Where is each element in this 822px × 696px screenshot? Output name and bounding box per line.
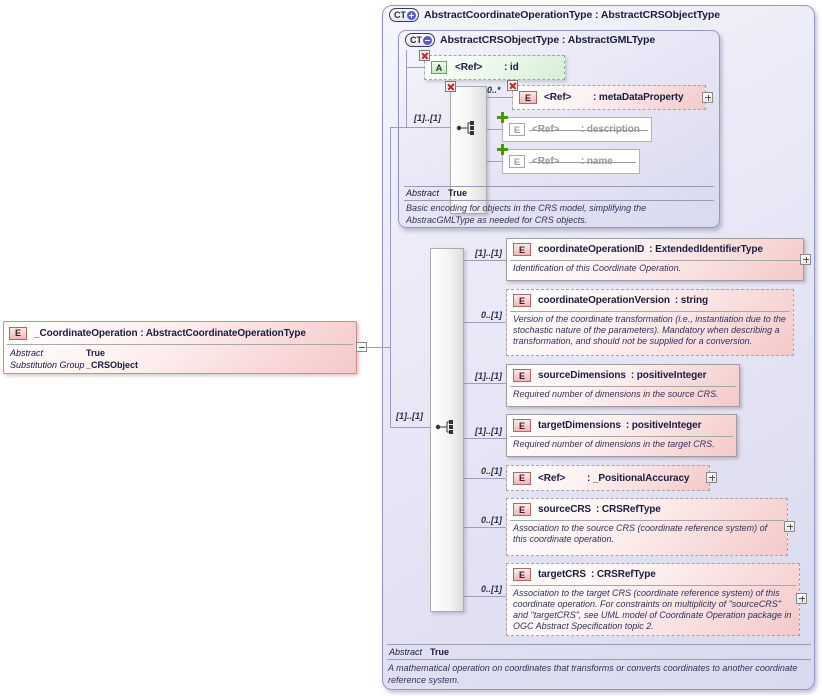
added-plus-icon bbox=[497, 112, 508, 123]
element-type: : ExtendedIdentifierType bbox=[649, 244, 763, 255]
element-box-name[interactable] bbox=[502, 149, 640, 174]
property-value: _CRSObject bbox=[86, 360, 139, 370]
element-title-row bbox=[507, 290, 793, 311]
connector-line bbox=[406, 67, 424, 68]
connector-line bbox=[464, 260, 506, 261]
sequence-icon bbox=[455, 120, 481, 136]
element-name: _CoordinateOperation : AbstractCoordinateOperationType bbox=[34, 327, 306, 339]
expand-plus-icon[interactable] bbox=[796, 593, 807, 604]
strikethrough-line bbox=[529, 130, 648, 131]
element-annotation: Required number of dimensions in the source CRS. bbox=[513, 389, 719, 399]
element-badge: E bbox=[513, 243, 531, 256]
abstract-value: True bbox=[448, 188, 468, 198]
element-badge: E bbox=[509, 123, 525, 136]
cardinality-label: 0..[1] bbox=[480, 584, 502, 594]
cardinality-label: [1]..[1] bbox=[414, 113, 441, 123]
divider bbox=[387, 659, 811, 660]
element-name: sourceCRS bbox=[538, 504, 592, 515]
connector-line bbox=[464, 527, 506, 528]
expand-plus-icon[interactable] bbox=[800, 254, 811, 265]
divider bbox=[7, 344, 353, 345]
abstract-label: Abstract bbox=[389, 647, 423, 657]
property-row bbox=[4, 359, 356, 371]
element-box-coordinateOperationID[interactable] bbox=[506, 238, 804, 281]
element-name: targetCRS bbox=[538, 569, 586, 580]
ct-badge-label: CT bbox=[394, 10, 406, 20]
connector-line bbox=[390, 127, 391, 428]
element-name: <Ref> bbox=[544, 92, 572, 103]
element-type: : CRSRefType bbox=[596, 504, 661, 515]
removed-x-icon bbox=[419, 50, 430, 61]
element-annotation: Association to the target CRS (coordinate reference system) of this coordinate operation. For constraints on multiplicity of "sourceCRS" and "targetCRS", see UML model of Coordinate Operation package in OGC Abstract Specification topic 2. bbox=[513, 588, 792, 632]
element-type: : positiveInteger bbox=[630, 370, 707, 381]
connector-line bbox=[464, 322, 506, 323]
element-type: : _PositionalAccuracy bbox=[587, 472, 690, 484]
divider bbox=[387, 644, 811, 645]
element-title-row bbox=[507, 239, 803, 260]
removed-x-icon bbox=[445, 81, 456, 92]
connector-line bbox=[390, 127, 450, 128]
element-badge: E bbox=[513, 369, 531, 382]
cardinality-label: 0..[1] bbox=[480, 310, 502, 320]
outer-header bbox=[389, 8, 720, 22]
expand-plus-icon[interactable] bbox=[706, 472, 717, 483]
type-annotation: Basic encoding for objects in the CRS model, simplifying the AbstracGMLType as needed for CRS objects. bbox=[406, 203, 647, 225]
element-type: : metaDataProperty bbox=[593, 92, 684, 103]
element-annotation: Required number of dimensions in the target CRS. bbox=[513, 439, 715, 449]
element-badge: E bbox=[513, 419, 531, 432]
connector-line bbox=[367, 347, 390, 348]
element-name: coordinateOperationID bbox=[538, 244, 645, 255]
divider bbox=[404, 186, 714, 187]
connector-line bbox=[406, 50, 407, 128]
element-box-coordinateOperationVersion[interactable] bbox=[506, 289, 794, 356]
element-name: targetDimensions bbox=[538, 420, 621, 431]
element-type: : positiveInteger bbox=[625, 420, 702, 431]
expand-plus-icon[interactable] bbox=[702, 92, 713, 103]
connector-line bbox=[464, 383, 506, 384]
element-box-sourceDimensions[interactable] bbox=[506, 364, 740, 407]
abstract-label: Abstract bbox=[406, 188, 440, 198]
element-box-positional-accuracy-ref[interactable] bbox=[506, 465, 710, 491]
attribute-box-id[interactable] bbox=[424, 55, 565, 80]
element-name: <Ref> bbox=[538, 472, 566, 484]
element-box-metaDataProperty[interactable] bbox=[512, 85, 706, 110]
basetype-collapse-toggle[interactable] bbox=[405, 33, 435, 47]
added-plus-icon bbox=[497, 144, 508, 155]
cardinality-label: 0..[1] bbox=[480, 466, 502, 476]
removed-x-icon bbox=[507, 80, 518, 91]
property-label: Substitution Group bbox=[10, 360, 85, 370]
cardinality-label: [1]..[1] bbox=[475, 248, 502, 258]
element-badge: E bbox=[509, 155, 525, 168]
element-box-targetCRS[interactable] bbox=[506, 563, 800, 636]
connector-line bbox=[487, 161, 502, 162]
element-badge: E bbox=[513, 503, 531, 516]
element-annotation: Association to the source CRS (coordinate reference system) of this coordinate operation. bbox=[513, 523, 768, 545]
connector-line bbox=[464, 596, 506, 597]
element-title-row bbox=[4, 322, 356, 344]
sequence-icon bbox=[434, 419, 460, 435]
connector-line bbox=[390, 427, 430, 428]
attribute-badge: A bbox=[431, 61, 447, 74]
connector-line bbox=[487, 129, 502, 130]
element-badge: E bbox=[513, 472, 531, 485]
divider bbox=[404, 200, 714, 201]
cardinality-label: [1]..[1] bbox=[475, 426, 502, 436]
element-title-row bbox=[507, 365, 739, 386]
element-badge: E bbox=[513, 294, 531, 307]
element-title-row bbox=[507, 499, 787, 520]
collapse-minus-icon bbox=[423, 36, 432, 45]
element-annotation: Identification of this Coordinate Operation. bbox=[513, 263, 682, 273]
element-title-row bbox=[507, 564, 799, 585]
element-box-coordinate-operation[interactable] bbox=[3, 321, 357, 374]
abstract-value: True bbox=[430, 647, 450, 657]
collapse-minus-icon[interactable] bbox=[356, 342, 367, 352]
property-row bbox=[4, 347, 356, 359]
connector-line bbox=[464, 438, 506, 439]
outer-type-title: AbstractCoordinateOperationType : AbstractCRSObjectType bbox=[424, 9, 720, 21]
complextype-collapse-toggle[interactable] bbox=[389, 8, 419, 22]
property-label: Abstract bbox=[10, 348, 44, 358]
ct-badge-label: CT bbox=[410, 35, 422, 45]
element-badge: E bbox=[519, 91, 537, 104]
expand-plus-icon bbox=[407, 11, 416, 20]
strikethrough-line bbox=[529, 162, 636, 163]
type-annotation: A mathematical operation on coordinates that transforms or converts coordinates to another coordinate reference system. bbox=[388, 663, 798, 685]
element-type: : string bbox=[674, 295, 708, 306]
element-name: coordinateOperationVersion bbox=[538, 295, 670, 306]
expand-plus-icon[interactable] bbox=[784, 521, 795, 532]
attribute-type: : id bbox=[504, 62, 519, 73]
element-badge: E bbox=[9, 327, 27, 340]
cardinality-label: [1]..[1] bbox=[475, 371, 502, 381]
connector-line bbox=[487, 97, 512, 98]
inner-header bbox=[405, 33, 655, 47]
element-annotation: Version of the coordinate transformation (i.e., instantiation due to the stochastic nature of the parameters). Mandatory when describing a transformation, and should not be supplied for a conversion. bbox=[513, 314, 786, 347]
element-box-sourceCRS[interactable] bbox=[506, 498, 788, 556]
attribute-name: <Ref> bbox=[455, 62, 483, 73]
element-title-row bbox=[507, 415, 736, 436]
element-box-targetDimensions[interactable] bbox=[506, 414, 737, 457]
property-value: True bbox=[86, 348, 106, 358]
connector-line bbox=[464, 478, 506, 479]
cardinality-label: 0..* bbox=[487, 85, 501, 95]
cardinality-label: [1]..[1] bbox=[396, 411, 423, 421]
cardinality-label: 0..[1] bbox=[480, 515, 502, 525]
element-type: : CRSRefType bbox=[591, 569, 656, 580]
inner-type-title: AbstractCRSObjectType : AbstractGMLType bbox=[440, 34, 656, 46]
element-badge: E bbox=[513, 568, 531, 581]
element-name: sourceDimensions bbox=[538, 370, 626, 381]
element-box-description[interactable] bbox=[502, 117, 652, 142]
